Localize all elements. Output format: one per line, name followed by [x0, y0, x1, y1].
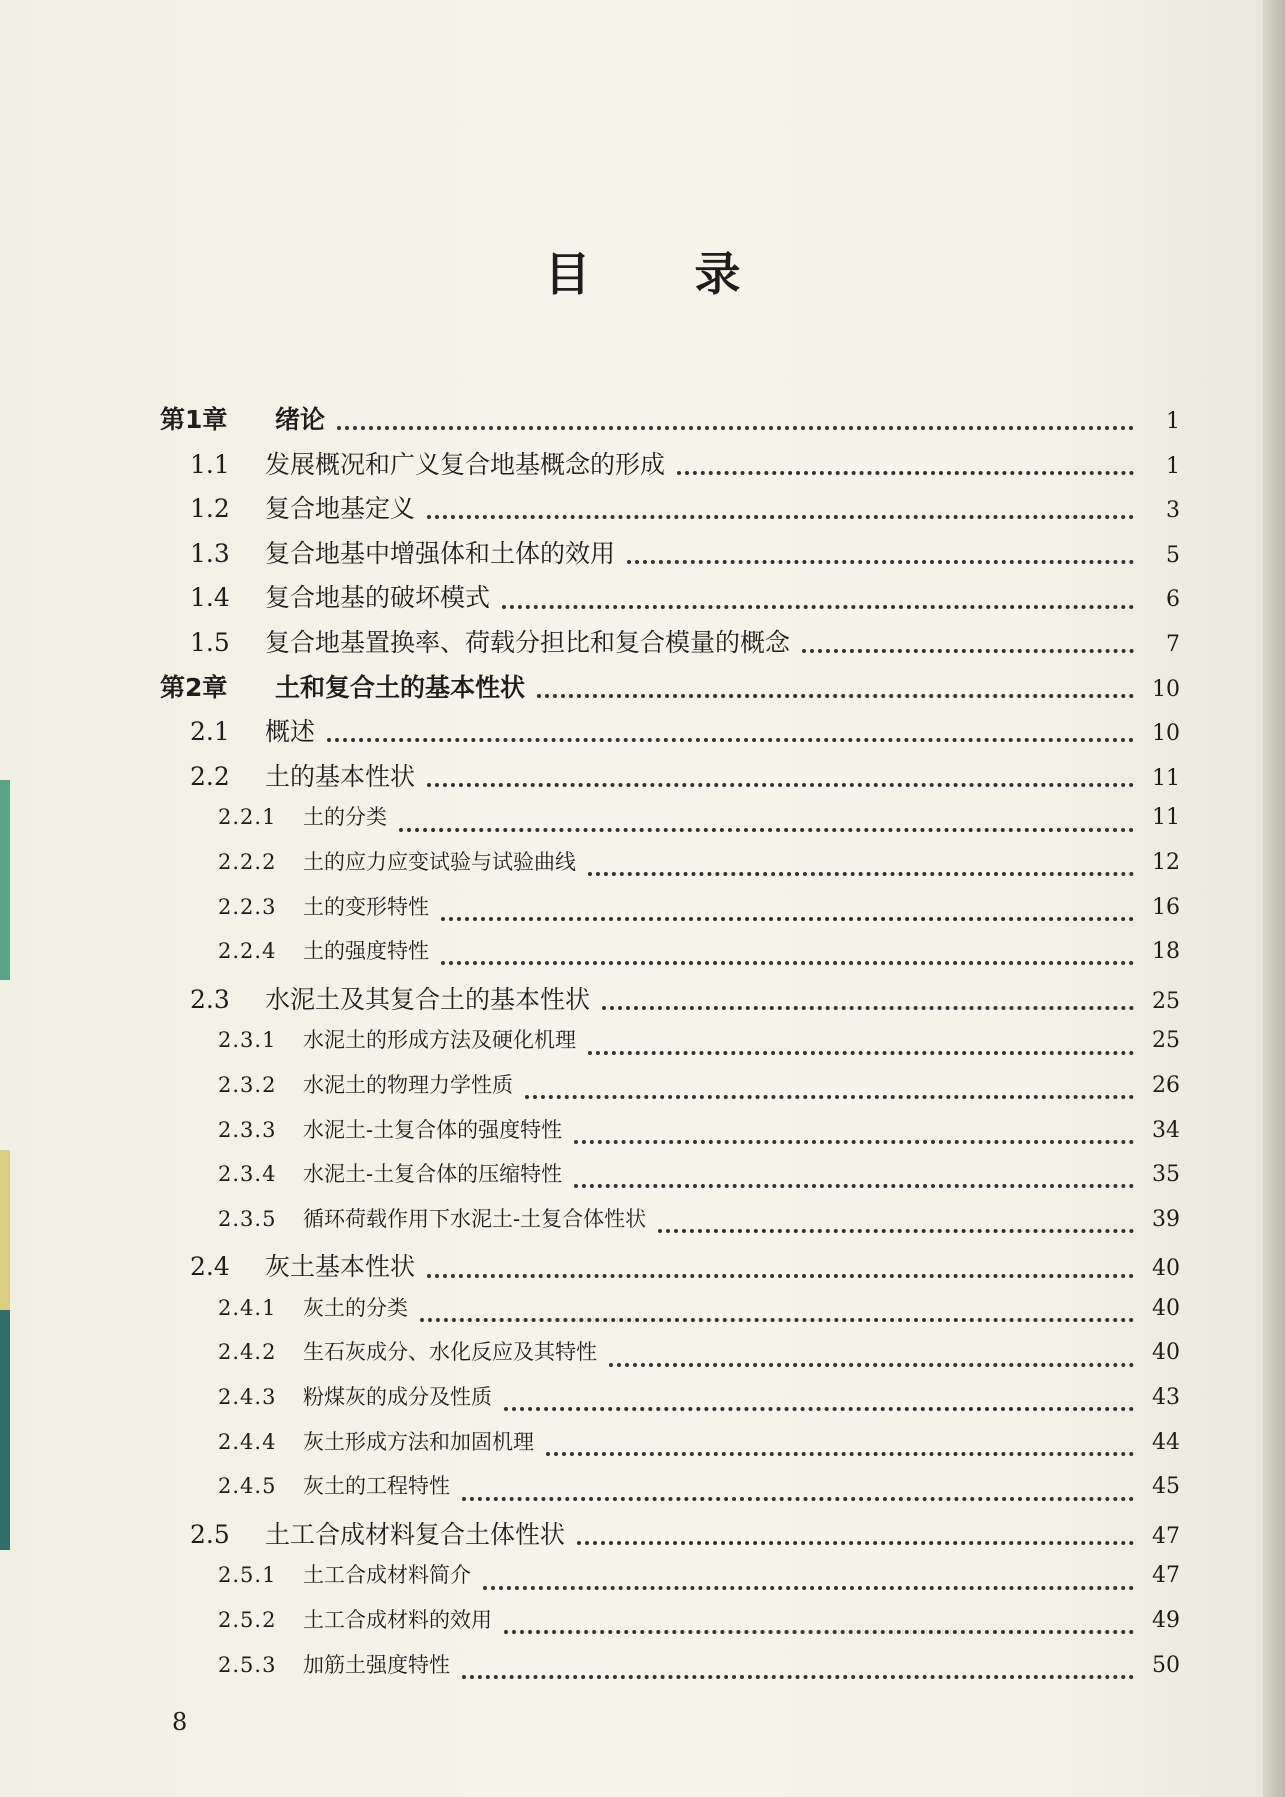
toc-entry-page: 49 [1152, 1608, 1180, 1634]
toc-entry-number: 2.1 [190, 717, 230, 747]
toc-leader-dots [658, 1229, 1134, 1233]
toc-entry-number: 2.2 [190, 761, 230, 791]
toc-entry-number: 2.3.2 [218, 1072, 277, 1097]
toc-entry-number: 2.4.1 [218, 1295, 277, 1320]
toc-entry-number: 2.2.3 [218, 894, 277, 919]
toc-entry-page: 3 [1166, 498, 1180, 524]
toc-leader-dots [537, 694, 1134, 698]
toc-entry-title: 土的变形特性 [303, 894, 429, 919]
toc-leader-dots [462, 1675, 1134, 1679]
toc-entry-page: 10 [1152, 721, 1180, 747]
toc-entry [160, 891, 1180, 936]
toc-entry-page: 5 [1166, 542, 1180, 568]
page-edge-strip [0, 1150, 10, 1310]
toc-entry-page: 39 [1152, 1206, 1180, 1232]
toc-entry-title: 灰土的工程特性 [303, 1474, 450, 1499]
toc-leader-dots [574, 1140, 1134, 1144]
toc-entry-number: 1.5 [190, 627, 230, 657]
toc-entry-number: 2.4 [190, 1252, 230, 1282]
toc-entry [160, 1069, 1180, 1114]
toc-entry [160, 1158, 1180, 1203]
toc-leader-dots [677, 471, 1134, 475]
toc-entry [160, 489, 1180, 534]
toc-entry [160, 534, 1180, 579]
toc-entry-number: 2.3 [190, 984, 230, 1014]
toc-entry [160, 712, 1180, 757]
toc-entry-number: 2.4.3 [218, 1385, 277, 1410]
toc-entry-number: 1.1 [190, 449, 230, 479]
toc-entry-title: 水泥土的形成方法及硬化机理 [303, 1028, 576, 1053]
toc-entry-number: 2.5.1 [218, 1563, 277, 1588]
toc-entry-number: 1.2 [190, 494, 230, 524]
toc-entry-title: 水泥土及其复合土的基本性状 [265, 984, 591, 1014]
toc-entry-page: 1 [1166, 453, 1180, 479]
toc-entry-title: 发展概况和广义复合地基概念的形成 [265, 449, 666, 479]
toc-entry-title: 土工合成材料简介 [303, 1563, 471, 1588]
toc-entry-title: 土的基本性状 [265, 761, 416, 791]
page-edge-strip [0, 1310, 10, 1550]
toc-entry [160, 1649, 1180, 1694]
toc-leader-dots [427, 783, 1134, 787]
toc-leader-dots [441, 917, 1134, 921]
toc-entry-page: 40 [1152, 1256, 1180, 1282]
toc-entry [160, 1024, 1180, 1069]
toc-entry-page: 50 [1152, 1652, 1180, 1678]
toc-entry [160, 935, 1180, 980]
toc-leader-dots [609, 1363, 1134, 1367]
toc-entry-number: 2.5.2 [218, 1608, 277, 1633]
toc-entry-page: 40 [1152, 1295, 1180, 1321]
toc-leader-dots [504, 1407, 1134, 1411]
toc-entry-title: 粉煤灰的成分及性质 [303, 1385, 492, 1410]
toc-entry [160, 1336, 1180, 1381]
toc-leader-dots [337, 426, 1134, 430]
toc-entry [160, 445, 1180, 490]
toc-entry-page: 35 [1152, 1162, 1180, 1188]
toc-entry-title: 水泥土的物理力学性质 [303, 1072, 513, 1097]
toc-leader-dots [462, 1497, 1134, 1501]
toc-entry [160, 757, 1180, 802]
toc-entry [160, 1381, 1180, 1426]
toc-entry-page: 25 [1152, 988, 1180, 1014]
toc-entry-number: 1.3 [190, 538, 230, 568]
toc-leader-dots [327, 738, 1134, 742]
toc-leader-dots [399, 828, 1134, 832]
toc-entry [160, 1114, 1180, 1159]
toc-leader-dots [802, 649, 1134, 653]
page-edge-strip [0, 780, 10, 980]
toc-entry-title: 土工合成材料的效用 [303, 1608, 492, 1633]
toc-entry [160, 801, 1180, 846]
toc-entry-title: 生石灰成分、水化反应及其特性 [303, 1340, 597, 1365]
toc-entry-number: 2.3.4 [218, 1162, 277, 1187]
toc-entry-title: 复合地基置换率、荷载分担比和复合模量的概念 [265, 627, 791, 657]
toc-entry-page: 16 [1152, 894, 1180, 920]
toc-entry [160, 1470, 1180, 1515]
toc-entry [160, 400, 1180, 445]
toc-entry-page: 11 [1152, 805, 1180, 831]
toc-entry [160, 980, 1180, 1025]
toc-entry [160, 1426, 1180, 1471]
toc-entry-title: 土的强度特性 [303, 939, 429, 964]
toc-entry-number: 2.4.2 [218, 1340, 277, 1365]
toc-entry-title: 土的分类 [303, 805, 387, 830]
page-title: 目 录 [544, 247, 785, 301]
toc-entry-title: 复合地基定义 [265, 494, 416, 524]
toc-entry-page: 18 [1152, 939, 1180, 965]
toc-entry-title: 复合地基的破坏模式 [265, 583, 491, 613]
toc-entry-title: 水泥土-土复合体的压缩特性 [303, 1162, 563, 1187]
toc-entry-page: 7 [1166, 631, 1180, 657]
toc-entry-page: 26 [1152, 1072, 1180, 1098]
toc-leader-dots [588, 1051, 1134, 1055]
toc-entry-title: 水泥土-土复合体的强度特性 [303, 1117, 563, 1142]
toc-entry-number: 2.5.3 [218, 1652, 277, 1677]
toc-entry [160, 1604, 1180, 1649]
toc-entry [160, 1515, 1180, 1560]
toc-leader-dots [577, 1541, 1134, 1545]
toc-entry-number: 2.2.2 [218, 849, 277, 874]
toc-entry-title: 循环荷载作用下水泥土-土复合体性状 [303, 1206, 647, 1231]
toc-entry-number: 第2章 [160, 672, 228, 702]
toc-entry-page: 10 [1152, 676, 1180, 702]
page-number: 8 [172, 1708, 188, 1736]
toc-entry-page: 12 [1152, 849, 1180, 875]
toc-entry-number: 2.2.1 [218, 805, 277, 830]
toc-entry-title: 绪论 [275, 405, 326, 434]
toc-entry [160, 1203, 1180, 1248]
toc-entry-title: 土的应力应变试验与试验曲线 [303, 849, 576, 874]
toc-entry-page: 25 [1152, 1028, 1180, 1054]
table-of-contents [160, 400, 1180, 1693]
toc-entry-number: 2.4.4 [218, 1429, 277, 1454]
toc-entry-page: 44 [1152, 1429, 1180, 1455]
toc-entry-title: 灰土的分类 [303, 1295, 408, 1320]
toc-entry-title: 灰土形成方法和加固机理 [303, 1429, 534, 1454]
toc-entry-page: 11 [1152, 765, 1180, 791]
toc-leader-dots [441, 961, 1134, 965]
toc-leader-dots [502, 605, 1134, 609]
toc-entry-number: 2.3.5 [218, 1206, 277, 1231]
toc-entry-title: 概述 [265, 717, 316, 747]
toc-entry-number: 2.4.5 [218, 1474, 277, 1499]
toc-entry-number: 第1章 [160, 405, 228, 434]
toc-entry-page: 43 [1152, 1385, 1180, 1411]
toc-entry-number: 2.5 [190, 1519, 230, 1549]
toc-leader-dots [427, 1274, 1134, 1278]
toc-entry [160, 668, 1180, 713]
toc-entry-number: 2.3.1 [218, 1028, 277, 1053]
toc-entry-title: 复合地基中增强体和土体的效用 [265, 538, 616, 568]
toc-leader-dots [627, 560, 1134, 564]
toc-entry [160, 1559, 1180, 1604]
toc-entry [160, 623, 1180, 668]
toc-entry-number: 2.2.4 [218, 939, 277, 964]
toc-leader-dots [483, 1586, 1134, 1590]
toc-leader-dots [546, 1452, 1134, 1456]
toc-leader-dots [504, 1630, 1134, 1634]
toc-entry-page: 47 [1152, 1563, 1180, 1589]
toc-leader-dots [427, 515, 1134, 519]
toc-leader-dots [588, 872, 1134, 876]
toc-entry-page: 6 [1166, 587, 1180, 613]
toc-entry-number: 2.3.3 [218, 1117, 277, 1142]
toc-entry [160, 578, 1180, 623]
toc-leader-dots [602, 1006, 1134, 1010]
toc-entry-page: 45 [1152, 1474, 1180, 1500]
toc-entry [160, 846, 1180, 891]
toc-entry-page: 47 [1152, 1523, 1180, 1549]
toc-entry-title: 土和复合土的基本性状 [275, 672, 526, 702]
toc-entry-title: 加筋土强度特性 [303, 1652, 450, 1677]
toc-entry-number: 1.4 [190, 583, 230, 613]
toc-entry-page: 40 [1152, 1340, 1180, 1366]
toc-entry [160, 1292, 1180, 1337]
toc-entry-title: 灰土基本性状 [265, 1252, 416, 1282]
toc-entry [160, 1247, 1180, 1292]
toc-leader-dots [574, 1184, 1134, 1188]
toc-leader-dots [525, 1095, 1134, 1099]
toc-entry-page: 1 [1166, 409, 1180, 434]
toc-leader-dots [420, 1318, 1134, 1322]
toc-entry-page: 34 [1152, 1117, 1180, 1143]
toc-entry-title: 土工合成材料复合土体性状 [265, 1519, 566, 1549]
